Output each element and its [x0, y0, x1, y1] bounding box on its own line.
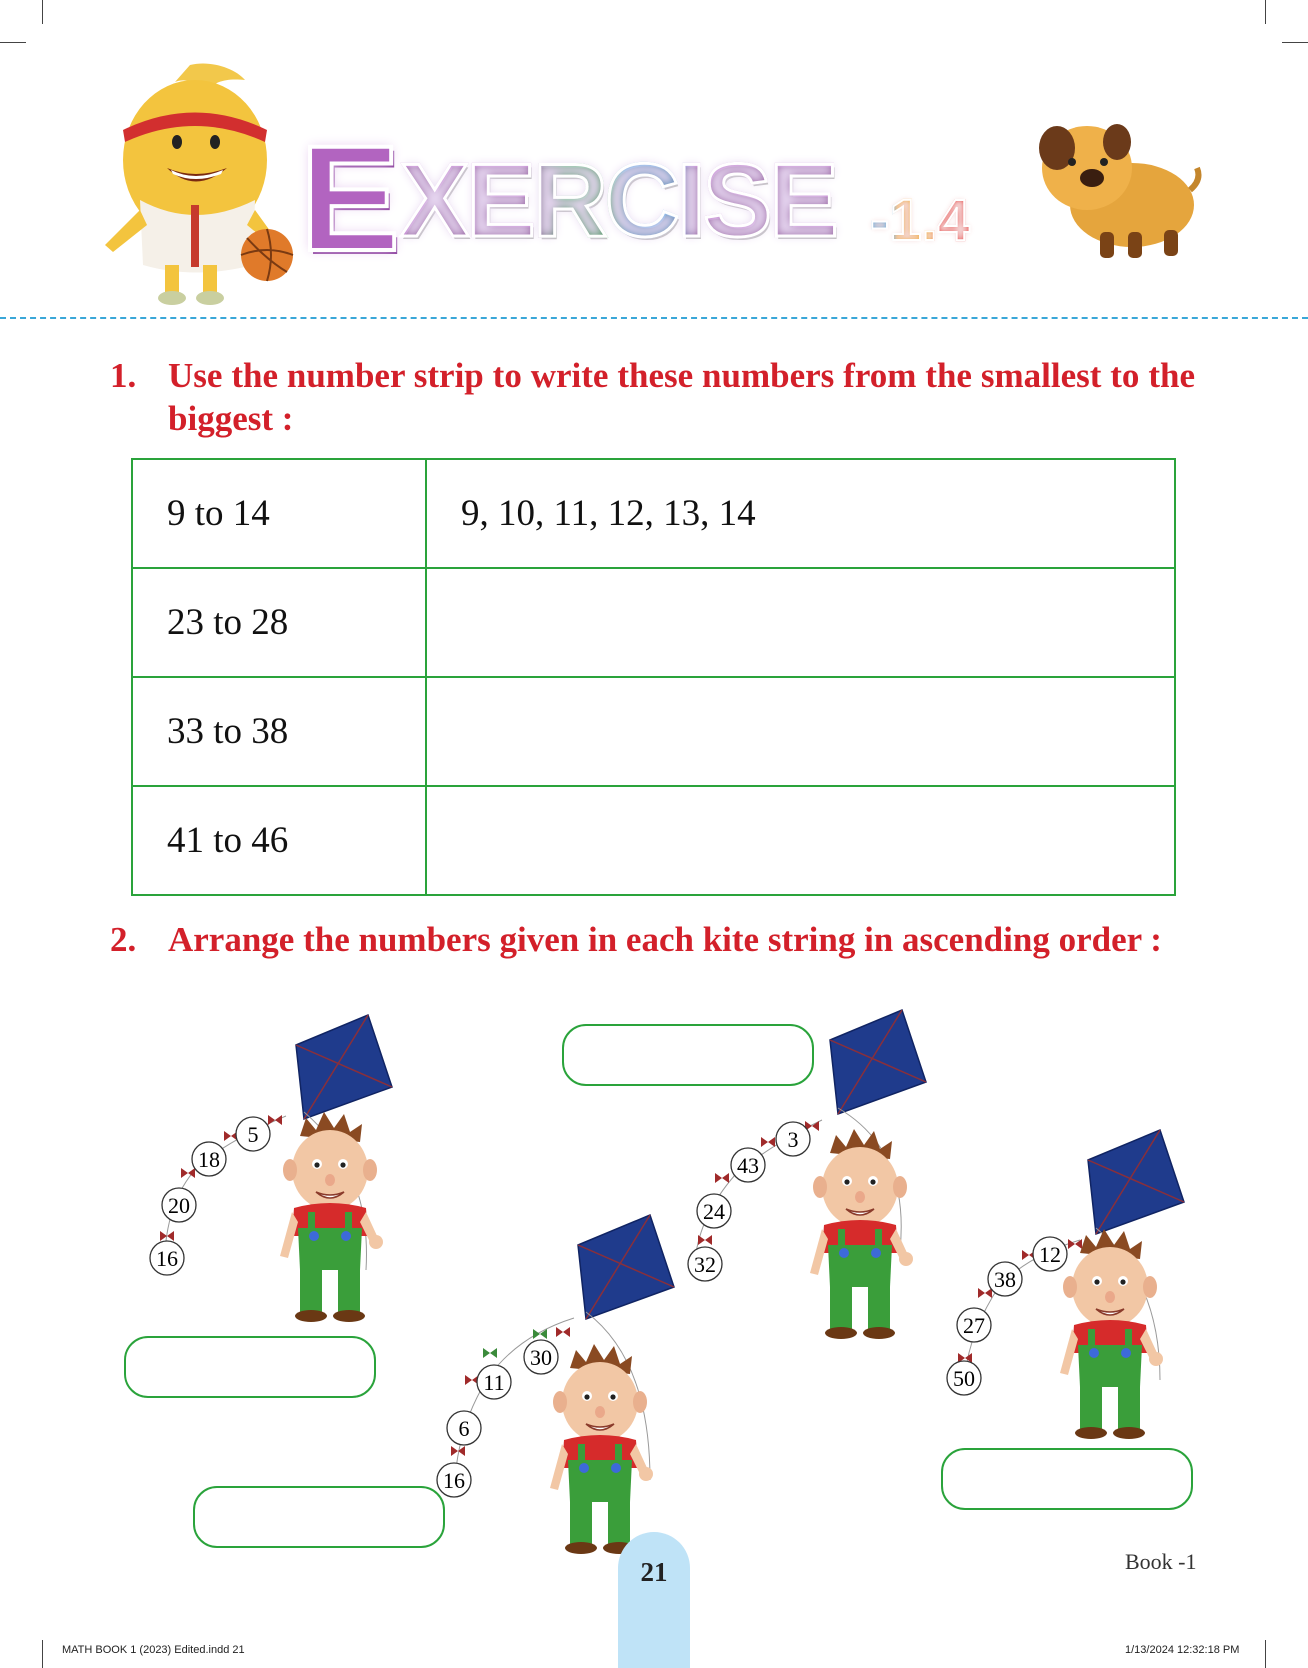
bow-icon [978, 1288, 992, 1298]
bow-icon [556, 1327, 570, 1337]
kite-number: 18 [198, 1147, 220, 1172]
question-2-text: Arrange the numbers given in each kite string in ascending order : [168, 920, 1162, 959]
kite-1-numbers [150, 1117, 270, 1275]
answer-box-kite-2[interactable] [193, 1486, 445, 1548]
question-1-number: 1. [110, 356, 137, 395]
question-1-text: Use the number strip to write these numbers from the smallest to the biggest : [168, 356, 1195, 438]
bow-icon [1068, 1239, 1082, 1249]
question-2-number: 2. [110, 920, 137, 959]
bow-icon [483, 1348, 497, 1358]
kite-number: 30 [530, 1345, 552, 1370]
boy-icon [1060, 1229, 1163, 1439]
kite-number: 16 [156, 1246, 178, 1271]
kite-number: 12 [1039, 1242, 1061, 1267]
kite-number: 50 [953, 1366, 975, 1391]
boy-icon [550, 1344, 653, 1554]
bow-icon [761, 1137, 775, 1147]
title-rest: XERCISE [400, 143, 836, 259]
boy-icon [810, 1129, 913, 1339]
bow-icon [268, 1115, 282, 1125]
answer-box-kite-1[interactable] [124, 1336, 376, 1398]
range-cell: 41 to 46 [132, 786, 426, 895]
kite-icon [296, 1015, 392, 1119]
kite-number: 32 [694, 1252, 716, 1277]
answer-cell[interactable]: 9, 10, 11, 12, 13, 14 [426, 459, 1175, 568]
answer-box-kite-4[interactable] [941, 1448, 1193, 1510]
kite-icon [578, 1215, 674, 1319]
kite-number: 3 [787, 1127, 799, 1152]
kite-number: 43 [737, 1153, 759, 1178]
kite-number: 5 [247, 1122, 259, 1147]
answer-box-kite-3[interactable] [562, 1024, 814, 1086]
kite-number: 6 [458, 1416, 470, 1441]
print-slug-right: 1/13/2024 12:32:18 PM [1125, 1644, 1240, 1656]
kite-icon [830, 1010, 926, 1114]
exercise-number: -1.4 [870, 188, 970, 253]
kite-number: 11 [483, 1370, 505, 1395]
bow-icon [533, 1329, 547, 1339]
page-number: 21 [640, 1557, 668, 1587]
book-label: Book -1 [1125, 1549, 1197, 1574]
title-initial: E [300, 114, 397, 282]
kite-number: 20 [168, 1193, 190, 1218]
bow-icon [698, 1235, 712, 1245]
range-cell: 9 to 14 [132, 459, 426, 568]
kite-number: 24 [703, 1199, 725, 1224]
kite-3-numbers [688, 1122, 810, 1281]
kite-number: 38 [994, 1267, 1016, 1292]
range-cell: 33 to 38 [132, 677, 426, 786]
kite-number: 27 [963, 1313, 985, 1338]
bow-icon [715, 1173, 729, 1183]
kite-4-numbers [947, 1237, 1067, 1395]
boy-icon [280, 1112, 383, 1322]
bow-icon [181, 1168, 195, 1178]
kite-2-numbers [437, 1340, 558, 1497]
page-number-tab [618, 1532, 690, 1668]
print-slug-left: MATH BOOK 1 (2023) Edited.indd 21 [62, 1644, 245, 1656]
kite-icon [1088, 1130, 1184, 1234]
range-cell: 23 to 28 [132, 568, 426, 677]
kite-number: 16 [443, 1468, 465, 1493]
